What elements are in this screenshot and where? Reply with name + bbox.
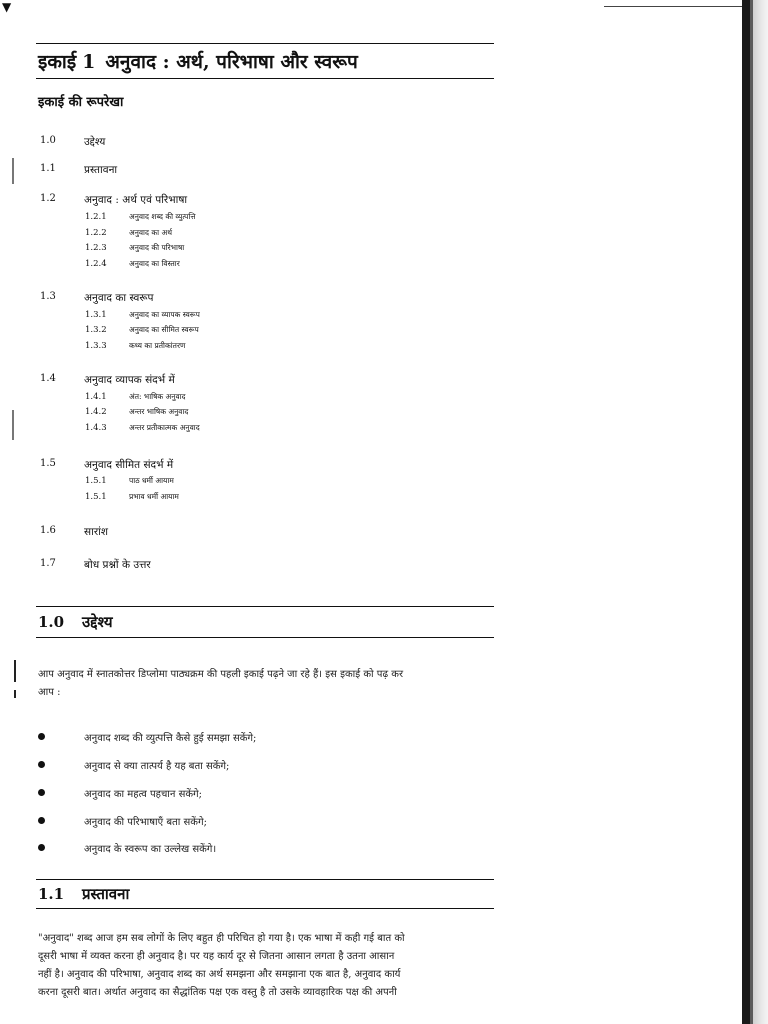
toc-sub-number: 1.4.1 <box>85 392 107 402</box>
intro-paragraph <box>38 930 490 1002</box>
scan-noise-mark <box>12 158 14 184</box>
toc-sub-number: 1.4.2 <box>85 407 107 417</box>
objectives-intro-line: आप : <box>38 687 61 698</box>
objectives-intro-line: आप अनुवाद में स्नातकोत्तर डिप्लोमा पाठ्यक्रम की पहली इकाई पढ़ने जा रहे हैं। इस इकाई को पढ़ कर <box>38 669 404 680</box>
toc-number: 1.3 <box>40 291 56 302</box>
section-objectives-top-rule <box>36 606 494 607</box>
title-bottom-rule <box>36 78 494 79</box>
title-top-rule <box>36 43 494 44</box>
toc-sub-label: अनुवाद का विस्तार <box>129 259 180 268</box>
toc-sub-number: 1.2.4 <box>85 259 107 269</box>
page-title <box>38 48 498 74</box>
toc-number: 1.6 <box>40 525 56 536</box>
scan-edge-bar <box>742 0 750 1024</box>
toc-sub-label: कथ्य का प्रतीकांतरण <box>129 341 186 350</box>
toc-number: 1.0 <box>40 135 56 146</box>
toc-label: अनुवाद : अर्थ एवं परिभाषा <box>84 194 188 206</box>
section-objectives-bottom-rule <box>36 637 494 638</box>
toc-number: 1.1 <box>40 163 56 174</box>
bullet-dot-icon <box>38 761 45 768</box>
toc-number: 1.2 <box>40 193 56 204</box>
toc-sub-label: अनुवाद शब्द की व्युत्पत्ति <box>129 212 196 221</box>
toc-sub-label: अन्तर भाषिक अनुवाद <box>129 407 189 416</box>
toc-sub-number: 1.5.1 <box>85 476 107 486</box>
bullet-dot-icon <box>38 844 45 851</box>
outline-heading: इकाई की रूपरेखा <box>38 95 124 110</box>
toc-sub-number: 1.2.1 <box>85 212 107 222</box>
scan-top-line <box>604 6 742 7</box>
intro-line: "अनुवाद" शब्द आज हम सब लोगों के लिए बहुत ही परिचित हो गया है। एक भाषा में कही गई बात को <box>38 933 405 944</box>
toc-label: अनुवाद का स्वरूप <box>84 292 154 304</box>
scan-edge-shadow <box>753 0 768 1024</box>
section-title: प्रस्तावना <box>82 885 130 903</box>
section-intro-top-rule <box>36 879 494 880</box>
toc-sub-label: अनुवाद का सीमित स्वरूप <box>129 325 199 334</box>
section-intro-heading <box>38 884 129 904</box>
toc-number: 1.7 <box>40 558 56 569</box>
intro-line: दूसरी भाषा में व्यक्त करना ही अनुवाद है। पर यह कार्य दूर से जितना आसान लगता है उतना आसान <box>38 951 395 962</box>
objective-text: अनुवाद की परिभाषाएँ बता सकेंगे; <box>84 817 207 828</box>
toc-sub-number: 1.3.2 <box>85 325 107 335</box>
toc-sub-number: 1.4.3 <box>85 423 107 433</box>
objective-text: अनुवाद से क्या तात्पर्य है यह बता सकेंगे; <box>84 761 230 772</box>
scan-noise-mark <box>14 660 16 682</box>
toc-sub-label: प्रभाव धर्मी आयाम <box>129 492 179 501</box>
section-number: 1.1 <box>38 885 65 903</box>
section-number: 1.0 <box>38 613 65 631</box>
objectives-intro <box>38 666 490 702</box>
objective-text: अनुवाद के स्वरूप का उल्लेख सकेंगे। <box>84 844 217 855</box>
toc-label: बोध प्रश्नों के उत्तर <box>84 559 151 571</box>
toc-number: 1.5 <box>40 458 56 469</box>
unit-number: 1 <box>82 51 96 73</box>
toc-label: अनुवाद सीमित संदर्भ में <box>84 459 174 471</box>
toc-label: उद्देश्य <box>84 136 106 148</box>
unit-title: अनुवाद : अर्थ, परिभाषा और स्वरूप <box>105 51 358 73</box>
toc-label: सारांश <box>84 526 108 538</box>
toc-sub-label: अन्तर प्रतीकात्मक अनुवाद <box>129 423 200 432</box>
toc-sub-number: 1.3.3 <box>85 341 107 351</box>
toc-sub-number: 1.5.1 <box>85 492 107 502</box>
toc-sub-label: पाठ धर्मी आयाम <box>129 476 174 485</box>
toc-sub-number: 1.3.1 <box>85 310 107 320</box>
unit-prefix: इकाई <box>38 51 77 73</box>
toc-label: प्रस्तावना <box>84 164 118 176</box>
toc-sub-label: अनुवाद की परिभाषा <box>129 243 185 252</box>
objective-text: अनुवाद का महत्व पहचान सकेंगे; <box>84 789 203 800</box>
toc-sub-number: 1.2.2 <box>85 228 107 238</box>
bullet-dot-icon <box>38 789 45 796</box>
scan-noise-mark <box>12 410 14 440</box>
intro-line: करना दूसरी बात। अर्थात अनुवाद का सैद्धांतिक पक्ष एक वस्तु है तो उसके व्यावहारिक पक्ष की अपनी <box>38 987 397 998</box>
toc-sub-label: अनुवाद का व्यापक स्वरूप <box>129 310 200 319</box>
section-title: उद्देश्य <box>82 613 113 631</box>
scan-corner-mark: ▼ <box>2 0 12 14</box>
intro-line: नहीं है। अनुवाद की परिभाषा, अनुवाद शब्द का अर्थ समझना और समझाना एक बात है, अनुवाद कार्य <box>38 969 401 980</box>
toc-sub-label: अनुवाद का अर्थ <box>129 228 172 237</box>
toc-sub-number: 1.2.3 <box>85 243 107 253</box>
toc-number: 1.4 <box>40 373 56 384</box>
section-intro-bottom-rule <box>36 908 494 909</box>
toc-sub-label: अंत: भाषिक अनुवाद <box>129 392 186 401</box>
bullet-dot-icon <box>38 817 45 824</box>
scan-noise-mark <box>14 690 16 698</box>
section-objectives-heading <box>38 612 113 632</box>
toc-label: अनुवाद व्यापक संदर्भ में <box>84 374 175 386</box>
bullet-dot-icon <box>38 733 45 740</box>
objective-text: अनुवाद शब्द की व्युत्पत्ति कैसे हुई समझा सकेंगे; <box>84 733 257 744</box>
